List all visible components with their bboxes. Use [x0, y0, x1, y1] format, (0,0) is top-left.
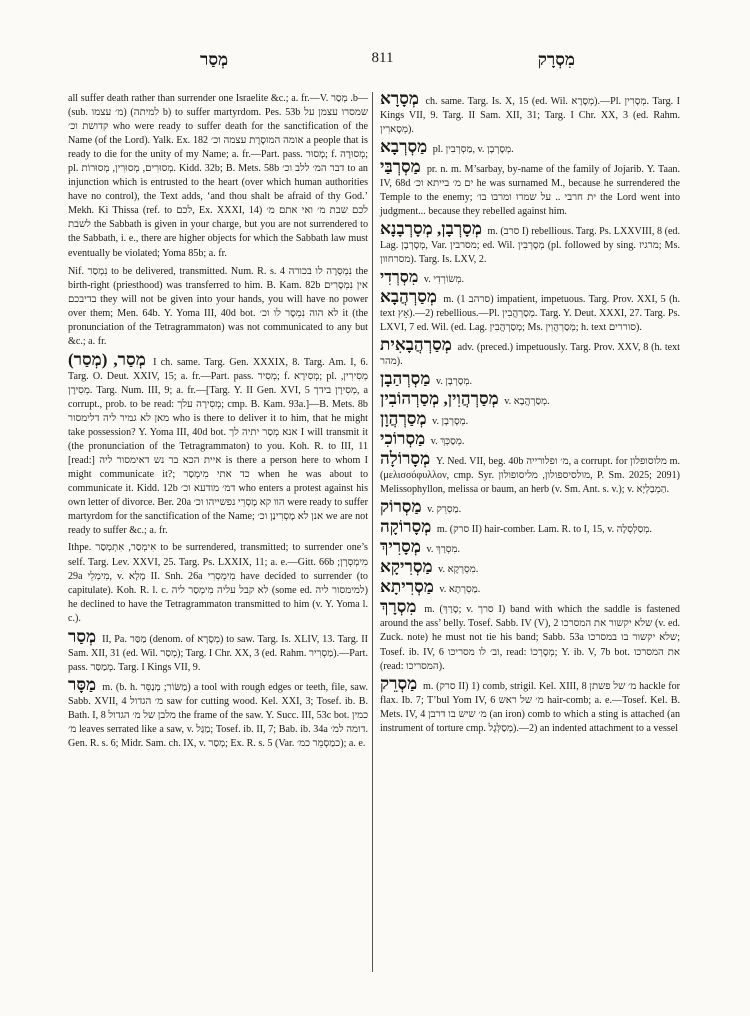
- entry-headword: מַסְרוֹק: [380, 497, 422, 517]
- entry-headword: מַסְרְבַּי: [380, 157, 421, 177]
- entry-headword: מַסְרֵק: [380, 673, 418, 693]
- dictionary-entry: [380, 219, 681, 267]
- entry-headword: מְסָרְבָן, מְסָרְבָנָא: [380, 219, 482, 239]
- entry-headword: מִסְרָךְ: [380, 597, 417, 617]
- dictionary-entry: [380, 368, 680, 389]
- entry-definition: I ch. same. Targ. Gen. XXXIX, 8. Targ. Am. I, 6. Targ. O. Deut. XXIV, 15; a. fr.—Part. pass. מְסִיר; f. מְסִירָא; pl. מְסִירִין, מְסִירָן. Targ. Num. III, 9; a. fr.—[Targ. Y. II Gen. XVI, 5 מְסִירָן בידך, a corrupt., prob. to be read: מְסִירָה עלך; cmp. B. Kam. 93a.]—B. Mets. 8b מאן לא גמיר ליה דלימסור who is there to deliver it to him, that he might take possession? Y. Yoma III, 40d bot. אנא מְסַר יתיה לך I will transmit it (the pronunciation of the Tetragrammaton) to you. Koh. R. to III, 11 [read:] איית הכא בר נש דאימסור ליה is there a person here to whom I might communicate it?; כד אתי מִימְסַר when he was about to communicate it. Kidd. 12b דמ׳ מודעא וכ׳ who enters a protest against his own letter of divorce. Ber. 20a הוו קא מָסְרֵי נפשייהו וכ׳ were ready to suffer martyrdom for the sanctification of the Name; אנן לא מָסְרִינַן וכ׳ we are not ready to suffer &c.; a. fr.: [68, 356, 369, 537]
- entry-paragraph: all suffer death rather than surrender one Israelite &c.; a. fr.—V. מְסַר .b—(sub. מ׳ עצמו) (למיתה b) to suffer martyrdom. Pes. 53b שמסרו עצמן על קדושת וכ׳ who were ready to suffer death for the sanctification of the Name (of the Lord). Yalk. Ex. 182 אומה המוסֶרֶת עצמה וכ׳ a people that is ready to die for the unity of my Name; a. fr.—Part. pass. מָסוּר; f. מְסוּרָה; pl. מְסוּרִים, מְסוּרִין, מְסוּרוֹת. Kidd. 32b; B. Mets. 58b דבר המ׳ ללב וכ׳ to an injunction which is entrusted to the heart (over which human authorities have no control), the Text adds, ‘and thou shalt be afraid of thy God.’ Mekh. Ki Thissa (ref. to לכם, Ex. XXXI, 14) לכם שבת מ׳ ואי אתם מ׳ לשבת the Sabbath is given in your charge, but you are not surrendered to the Sabbath, i. e., there are higher objects for which the Sabbath law must eventually be violated; Yoma 85b; a. fr.: [68, 93, 369, 259]
- dictionary-entry: [68, 626, 368, 675]
- dictionary-entry: [380, 137, 680, 157]
- dictionary-entry: [380, 268, 680, 287]
- entry-headword: מַסְרוֹכִי: [380, 428, 426, 448]
- entry-definition: m. (סרהב 1) impatient, impetuous. Targ. Prov. XXI, 5 (h. text אָץ).—2) rebellious.—Pl. מְסַרְהֲבִין. Targ. Y. Deut. XXXI, 27. Targ. Ps. LXVI, 7 ed. Wil. (ed. Lag. מְסַרְהֲבִין; Ms. מְסַרְהֲוִין; h. text סוררים).: [380, 293, 681, 333]
- dictionary-entry: [380, 89, 680, 137]
- dictionary-entry: [380, 497, 680, 517]
- page-number: 811: [371, 50, 394, 66]
- entry-paragraph: Nif. נִמְסַר to be delivered, transmitted. Num. R. s. 4 נִמְסְרָה לו בכורה the birth-right (priesthood) was transferred to him. B. Kam. 82b אין נִמְסָרִים בדיבכם they will not be given into your hands, you will have no power over them; Men. 64b. Y. Yoma III, 40d bot. לא הוה נִמְסָר לו וכ׳ it (the pronunciation of the Tetragrammaton) was not communicated to any but &c.; a. fr.: [68, 265, 368, 347]
- entry-headword: מְסָרוֹלָה: [380, 448, 431, 468]
- entry-headword: מַסְרְהַבָן: [380, 368, 431, 388]
- dictionary-entry: [68, 674, 369, 751]
- dictionary-entry: [380, 286, 681, 335]
- entry-headword: מְסַרְהֲבָאִית: [380, 334, 452, 354]
- entry-definition: v. מַסְרְתָא.: [439, 584, 481, 596]
- dictionary-entry: [380, 448, 680, 497]
- entry-definition: v. מְסַרְהֲבָא.: [504, 395, 550, 407]
- entry-definition: v. מִסְרַךְ.: [426, 544, 461, 556]
- entry-definition: Y. Ned. VII, beg. 40b מ׳ ופלורייה, a corrupt. for מלוסופלון m. (μελισσόφυλλον, cmp. Syr. מולסיספולון, מליסופולון, P. Sm. 2025; 2091) Melissophyllon, melissa or baum, an herb (v. Sm. Ant. s. v.); v. הַמְבַלְיָא.: [380, 455, 680, 496]
- entry-definition: m. (סרב I) rebellious. Targ. Ps. LXXVIII, 8 (ed. Lag. מְסָרְבָן, Var. מסרבין; ed. Wil. מְסָרְבִין (pl. followed by sing. מרגיז; Ms. מסרחוון). Targ. Is. LXV, 2.: [380, 226, 681, 266]
- entry-headword: מַסְרִיתָא: [380, 577, 434, 597]
- right-column: [380, 89, 681, 739]
- entry-headword: מִסְרְדִי: [380, 268, 419, 286]
- dictionary-entry: [380, 517, 680, 537]
- entry-headword: מְסַר: [68, 626, 97, 646]
- entry-headword: מְסַרְהֲבָא: [380, 286, 437, 306]
- entry-headword: מְסַרְהֲוָן: [380, 408, 427, 428]
- dictionary-entry: [68, 349, 369, 539]
- entry-definition: m. (סרק II) 1) comb, strigil. Kel. XIII, 8 מ׳ של פשתן hackle for flax. Ib. 7; T’bul Yom IV, 6 מ׳ של ראש hair-comb; a. e.—Tosef. Kel. B. Mets. IV, 4 מ׳ שיש בו דרבן (an iron) comb to which a sting is attached (an instrument of torture cmp. מְסַלְּגָל).—2) an indented attachment to a vessel: [380, 680, 681, 734]
- entry-headword: מְסָרָא: [380, 89, 420, 108]
- entry-definition: v. מְשׂוֹרְדִי.: [423, 273, 465, 285]
- dictionary-entry: [380, 597, 681, 673]
- entry-definition: v. מַסְרֵק.: [427, 504, 462, 516]
- dictionary-entry: [380, 673, 681, 736]
- column-divider: [372, 92, 373, 972]
- page-header: [70, 50, 695, 78]
- dictionary-entry: [380, 388, 680, 409]
- entry-definition: pr. n. m. M’sarbay, by-name of the family of Jojarib. Y. Taan. IV, 68d ים מ׳ בייתא וכ׳ he was surnamed M., because he surrendered the Temple to the enemy; ית חרבי .. על שמרו ומרבו בו׳ the Lord went into judgment... because they rebelled against him.: [380, 164, 681, 218]
- entry-paragraph: Ithpe. אִימְסַר, אִתְמְסַר to be surrendered, transmitted; to surrender one’s self. Targ. Lev. XXVI, 25. Targ. Ps. LXXIX, 11; a. e.—Gitt. 66b מִימְסְרָן; 29a מִימְלֵי, v. מְלָא II. Snh. 26a מִימְסְרִי have decided to surrender (to capitulate). Koh. R. l. c. לא קבל עליה מִימְסַר ליה (some ed. למימסור ליה) he declined to have the Tetragrammaton transmitted to him (v. Y. Yoma l. c.).: [68, 542, 368, 624]
- right-running-head: מִסְרָק: [537, 50, 575, 69]
- entry-headword: מַסְרְבָא: [380, 137, 428, 157]
- dictionary-entry: [380, 157, 681, 219]
- entry-headword: מְסַר, (מְסַר): [68, 349, 146, 369]
- dictionary-entry: [380, 537, 680, 557]
- entry-definition: ch. same. Targ. Is. X, 15 (ed. Wil. מְסָרָא).—Pl. מְסָרִין. Targ. I Kings VII, 9. Targ. II Sam. XII, 31; Targ. I Chr. XX, 3 (ed. Rahm. מְסָארִין).: [380, 96, 680, 136]
- dictionary-entry: [380, 334, 680, 369]
- entry-definition: v. מִסְרְקָא.: [438, 564, 479, 576]
- entry-definition: m. (b. h. מַשּׂוֹר; מְנַסֵּר) a tool with rough edges or teeth, file, saw. Sabb. XVII, 4 מ׳ הגדול saw for cutting wood. Kel. XXI, 3; Tosef. ib. B. Bath. I, 8 מלבן של מ׳ הגדול the frame of the saw. Y. Succ. III, 53c bot. כמין מ׳ leaves serrated like a saw, v. מַגַּל; Tosef. ib. II, 7; Bab. ib. 34a דומה למ׳. Gen. R. s. 6; Midr. Sam. ch. IX, v. מְסַר; Ex. R. s. 5 (Var. כמַסְמֵר כמ׳); a. e.: [68, 681, 369, 750]
- dictionary-entry: [380, 577, 680, 597]
- entry-definition: m. (סרק II) hair-comber. Lam. R. to I, 15, v. מְסַלְסְלָה.: [436, 524, 652, 536]
- left-column: [68, 92, 368, 754]
- entry-definition: m. (סָרַךְ; v. סרך I) band with which the saddle is fastened around the ass’ belly. Tosef. Sabb. IV (V), 2 שלא יקשור את המסרכו (v. ed. Zuck. note) he must not tie his band; Sabb. 53a שלא יקשור בו במסרכו; Tosef. ib. IV, 6 וב׳ לו מסריכו, read: מְסָרְכוֹ; Y. ib. V, 7b bot. את המסרכו (read: המסריכו).: [380, 604, 681, 672]
- left-running-head: מְסַר: [200, 50, 229, 69]
- entry-headword: מַסָּר: [68, 674, 97, 694]
- entry-definition: v. מְסַכְּךְ.: [430, 435, 465, 447]
- dictionary-entry: [380, 428, 680, 449]
- entry-definition: v. מְסָרְבָן.: [435, 375, 473, 387]
- entry-headword: מְסָרוֹקָה: [380, 517, 432, 537]
- dictionary-entry: [380, 557, 680, 577]
- entry-definition: pl. מַסְרְבִין, v. מְסָרְבָן.: [432, 144, 514, 156]
- entry-definition: v. מְסָרְבָן.: [432, 415, 469, 427]
- dictionary-entry: [380, 408, 680, 429]
- entry-definition: II, Pa. מַסַּר (denom. of מְסָרָא) to saw. Targ. Is. XLIV, 13. Targ. II Sam. XII, 31 (ed. Wil. מְסַר); Targ. I Chr. XX, 3 (ed. Rahm. מַסְרִיר).—Part. pass. מְמַסַּר. Targ. I Kings VII, 9.: [68, 633, 368, 673]
- entry-headword: מְסַרְהֲוִין, מְסַרְהוֹבִין: [380, 388, 499, 408]
- entry-definition: adv. (preced.) impetuously. Targ. Prov. XXV, 8 (h. text מהר).: [380, 341, 680, 367]
- entry-headword: מְסָרִיךְ: [380, 537, 421, 557]
- entry-headword: מַסְרִיקָא: [380, 557, 433, 577]
